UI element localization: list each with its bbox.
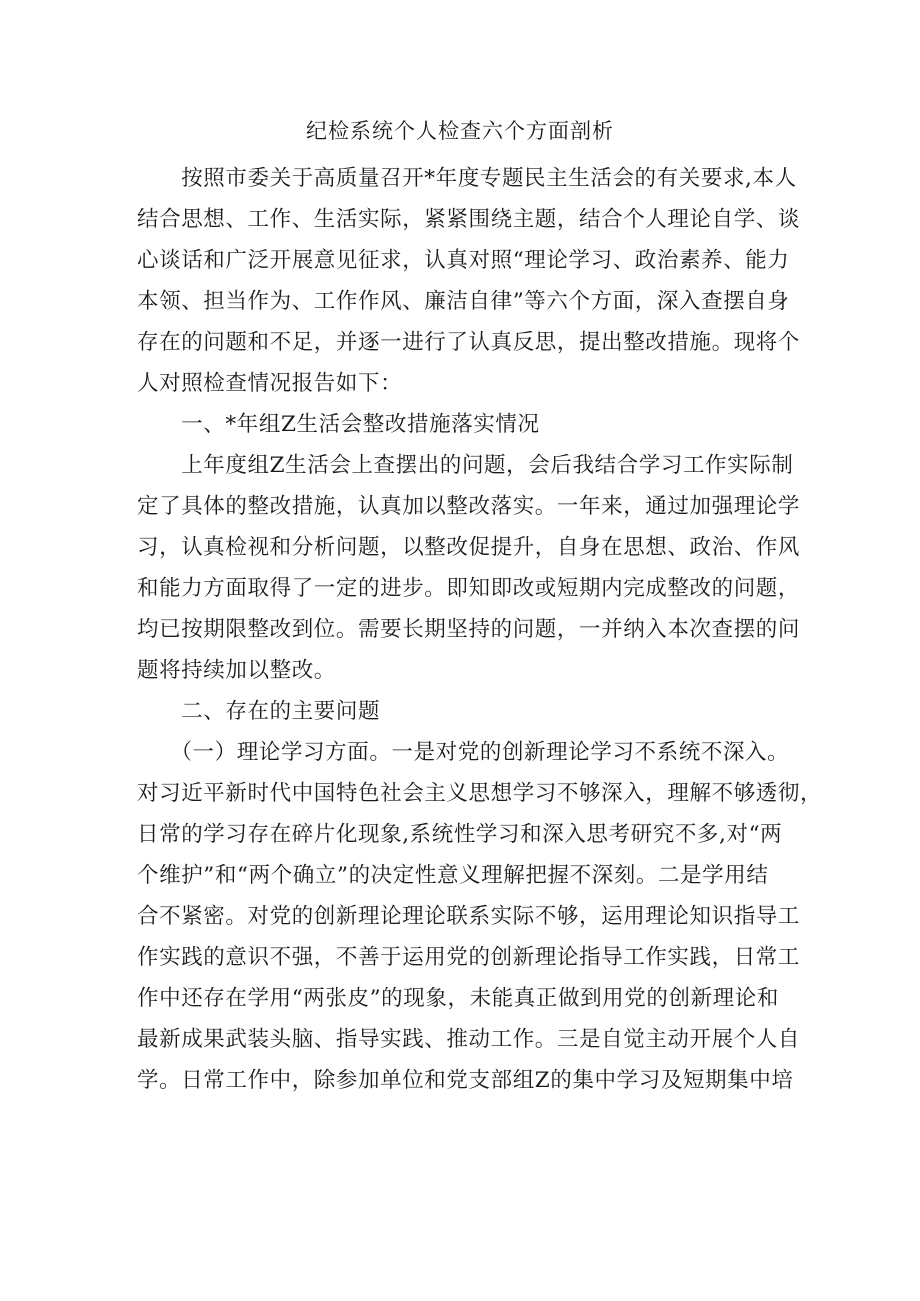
paragraph-line: 本领、担当作为、工作作风、廉洁自律”等六个方面，深入查摆自身 — [137, 289, 790, 314]
paragraph-line: （一）理论学习方面。一是对党的创新理论学习不系统不深入。 — [137, 740, 790, 765]
paragraph-line: 作实践的意识不强，不善于运用党的创新理论指导工作实践，日常工 — [137, 945, 801, 970]
section-heading: 二、存在的主要问题 — [137, 699, 381, 724]
paragraph-line: 心谈话和广泛开展意见征求，认真对照“理论学习、政治素养、能力 — [137, 248, 790, 273]
paragraph-line: 结合思想、工作、生活实际，紧紧围绕主题，结合个人理论自学、谈 — [137, 207, 801, 232]
paragraph-line: 均已按期限整改到位。需要长期坚持的问题，一并纳入本次查摆的问 — [137, 617, 801, 642]
paragraph-line: 按照市委关于高质量召开*年度专题民主生活会的有关要求,本人 — [137, 166, 797, 191]
paragraph-line: 人对照检查情况报告如下： — [137, 371, 403, 396]
paragraph-line: 定了具体的整改措施，认真加以整改落实。一年来，通过加强理论学 — [137, 494, 801, 519]
paragraph-line: 作中还存在学用“两张皮”的现象，未能真正做到用党的创新理论和 — [137, 986, 779, 1011]
document-title: 纪检系统个人检查六个方面剖析 — [306, 119, 614, 143]
paragraph-line: 对习近平新时代中国特色社会主义思想学习不够深入，理解不够透彻， — [137, 781, 823, 806]
paragraph-line: 上年度组Z生活会上查摆出的问题，会后我结合学习工作实际制 — [137, 453, 794, 478]
paragraph-line: 存在的问题和不足，并逐一进行了认真反思，提出整改措施。现将个 — [137, 330, 801, 355]
paragraph-line: 最新成果武装头脑、指导实践、推动工作。三是自觉主动开展个人自 — [137, 1027, 801, 1052]
paragraph-line: 日常的学习存在碎片化现象,系统性学习和深入思考研究不多,对“两 — [137, 822, 783, 847]
paragraph-line: 学。日常工作中，除参加单位和党支部组Z的集中学习及短期集中培 — [137, 1068, 794, 1093]
paragraph-line: 题将持续加以整改。 — [137, 658, 336, 683]
section-heading: 一、*年组Z生活会整改措施落实情况 — [137, 412, 540, 437]
paragraph-line: 习，认真检视和分析问题，以整改促提升，自身在思想、政治、作风 — [137, 535, 801, 560]
paragraph-line: 个维护”和“两个确立”的决定性意义理解把握不深刻。二是学用结 — [137, 863, 769, 888]
paragraph-line: 合不紧密。对党的创新理论理论联系实际不够，运用理论知识指导工 — [137, 904, 801, 929]
paragraph-line: 和能力方面取得了一定的进步。即知即改或短期内完成整改的问题， — [137, 576, 801, 601]
